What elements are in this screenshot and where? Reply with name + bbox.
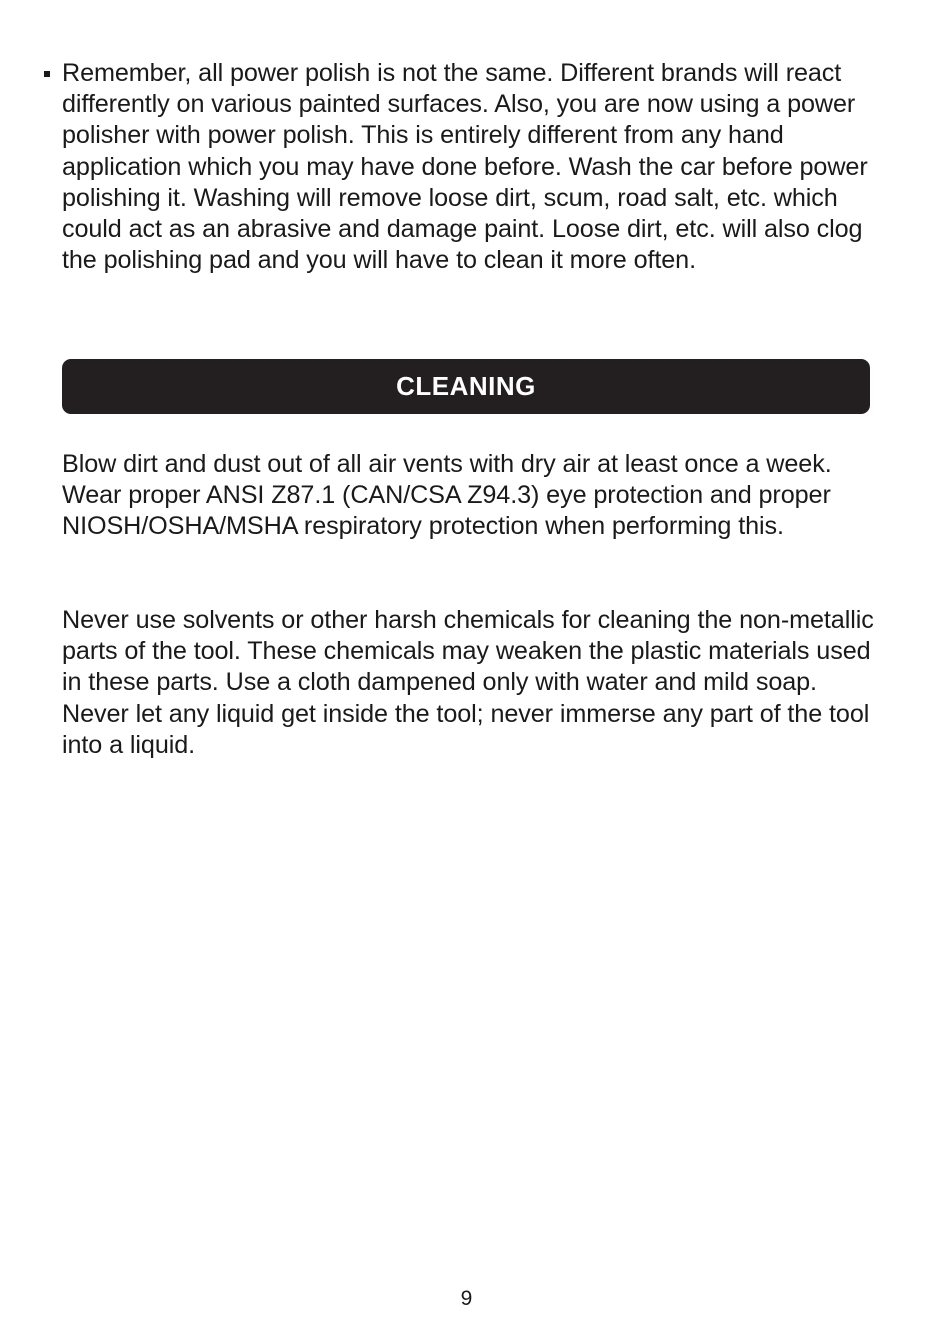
cleaning-paragraph-solvents: Never use solvents or other harsh chemicals for cleaning the non-metallic parts of the tool. These chemicals may weaken the plastic materials used in these parts. Use a cloth dampened only with water and mild soap. Never let any liquid get inside the tool; never immerse any part of the tool into a liquid. [62, 606, 874, 759]
section-title: CLEANING [396, 371, 536, 401]
cleaning-section-header [62, 359, 870, 414]
page-number: 9 [460, 1287, 473, 1310]
cleaning-paragraph-air-vents: Blow dirt and dust out of all air vents with dry air at least once a week. Wear proper ANSI Z87.1 (CAN/CSA Z94.3) eye protection and proper NIOSH/OSHA/MSHA respiratory protection when performing this. [62, 450, 832, 541]
intro-bullet-text: Remember, all power polish is not the same. Different brands will react differently on various painted surfaces. Also, you are now using a power polisher with power polish. This is entirely different from any hand application which you may have done before. Wash the car before power polishing it. Washing will remove loose dirt, scum, road salt, etc. which could act as an abrasive and damage paint. Loose dirt, etc. will also clog the polishing pad and you will have to clean it more often. [62, 59, 868, 275]
bullet-marker [44, 71, 50, 77]
intro-bullet [44, 58, 874, 276]
